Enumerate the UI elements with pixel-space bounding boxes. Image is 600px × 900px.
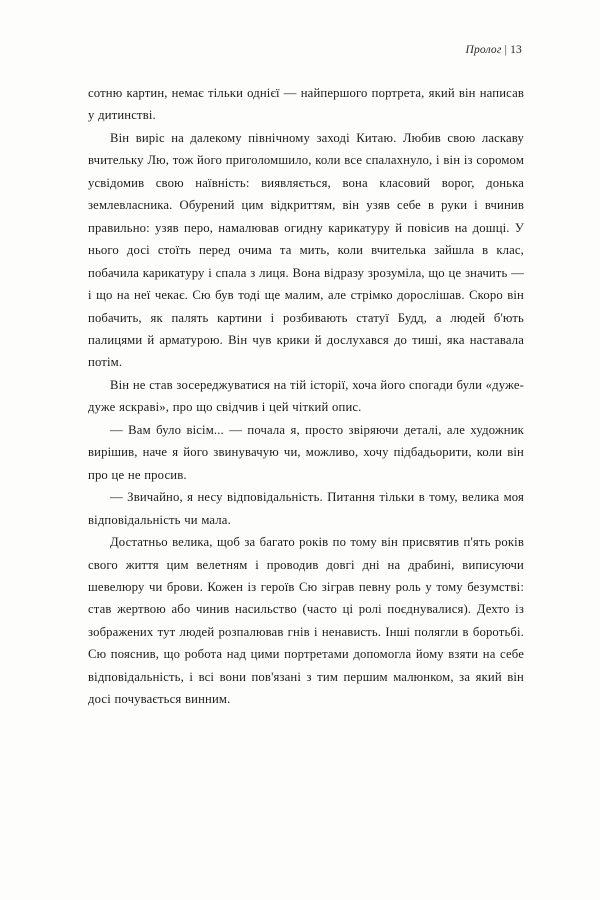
body-text — [88, 82, 524, 711]
paragraph-6: Достатньо велика, щоб за багато років по тому він присвятив п'ять років свого життя цим велетням і проводив довгі дні на драбині, виписуючи шевелюру чи брови. Кожен із героїв Сю зіграв певну роль у тому безумстві: став жертвою або чинив насильство (часто ці ролі поєднувалися). Дехто із зображених тут людей розпалював гнів і ненависть. Інші полягли в боротьбі. Сю пояснив, що робота над цими портретами допомогла йому взяти на себе відповідальність, і всі вони пов'язані з тим першим малюнком, за який він досі почувається винним. — [88, 535, 524, 707]
paragraph-4-dialogue: — Вам було вісім... — почала я, просто звіряючи деталі, але художник вирішив, наче я його звинувачую чи, можливо, хочу підбадьорити, коли він про це не просив. — [88, 422, 524, 482]
paragraph-5-dialogue: — Звичайно, я несу відповідальність. Питання тільки в тому, велика моя відповідальність чи мала. — [88, 490, 524, 527]
running-head-separator: | — [504, 44, 508, 56]
page-number: 13 — [510, 44, 522, 56]
running-head-chapter: Пролог — [465, 44, 502, 56]
paragraph-1: сотню картин, немає тільки однієї — найпершого портрета, який він написав у дитинстві. — [88, 86, 524, 123]
paragraph-3: Він не став зосереджуватися на тій історії, хоча його спогади були «дуже-дуже яскраві», про що свідчив і цей чіткий опис. — [88, 377, 524, 415]
running-head — [88, 44, 522, 56]
paragraph-2: Він виріс на далекому північному заході Китаю. Любив свою ласкаву вчительку Лю, тож його приголомшило, коли все спалахнуло, і він із соромом усвідомив свою наївність: виявляється, вона класовий ворог, донька землевласника. Обурений цим відкриттям, він узяв себе в руки і вчинив правильно: узяв перо, намалював огидну карикатуру й повісив на дошці. У нього досі стоїть перед очима та мить, коли вчителька зайшла в клас, побачила карикатуру і спала з лиця. Вона відразу зрозуміла, що це значить — і що на неї чекає. Сю був тоді ще малим, але стрімко дорослішав. Скоро він побачить, як палять картини і розбивають статуї Будд, а людей б'ють палицями й арматурою. Він чув крики й дослухався до тиші, яка наставала потім. — [88, 130, 524, 370]
